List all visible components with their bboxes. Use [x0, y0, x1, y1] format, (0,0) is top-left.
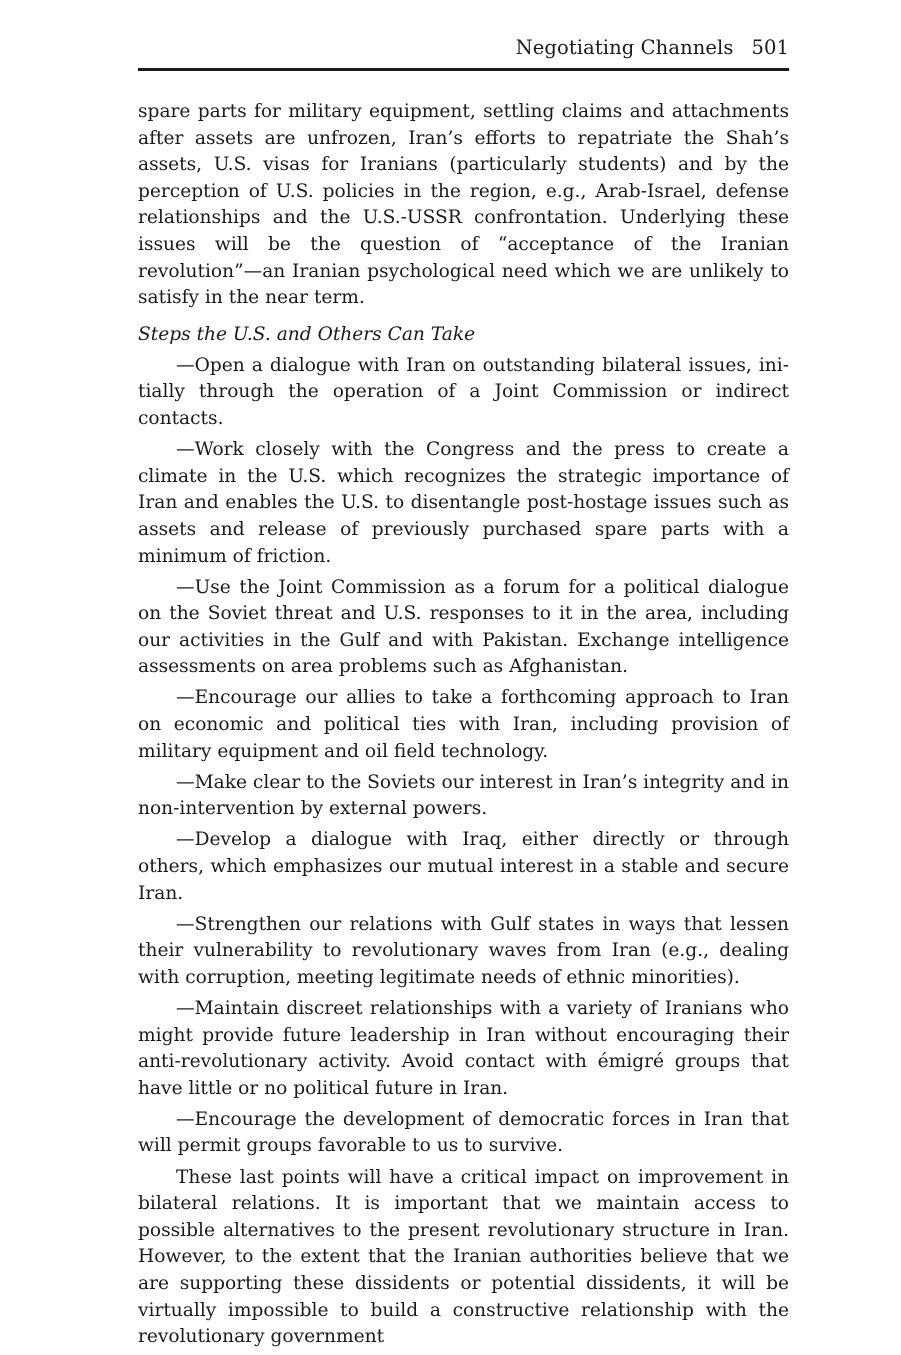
header-rule	[138, 68, 789, 71]
running-title: Negotiating Channels	[515, 36, 734, 59]
step-paragraph: —Use the Joint Commission as a forum for a political dialogue on the Soviet threat and U.S. responses to it in the area, including our activities in the Gulf and with Pakistan. Exchange intelligence assessments on area problems such as Afghanistan.	[138, 576, 789, 678]
running-header	[516, 36, 789, 59]
step-paragraph: —Make clear to the Soviets our interest in Iran’s integrity and in non-intervention by external powers.	[138, 771, 789, 820]
step-paragraph: —Strengthen our relations with Gulf states in ways that lessen their vulnerability to revolutionary waves from Iran (e.g., dealing with corruption, meeting legitimate needs of ethnic minorities).	[138, 913, 789, 988]
body-text	[138, 99, 789, 1355]
step-paragraph: —Develop a dialogue with Iraq, either directly or through others, which emphasizes our mutual interest in a stable and secure Iran.	[138, 829, 789, 904]
closing-paragraph: These last points will have a critical impact on improvement in bilateral relations. It is important that we maintain access to possible alternatives to the present revolutionary structure in Iran. However, to the extent that the Iranian authorities believe that we are supporting these dissidents or potential dissidents, it will be virtually impossible to build a constructive relationship with the revolutionary government	[138, 1166, 789, 1348]
intro-paragraph: spare parts for military equipment, settling claims and attachments after assets are unfrozen, Iran’s efforts to repatriate the Shah’s assets, U.S. visas for Iranians (particularly students) and by the perception of U.S. policies in the region, e.g., Arab-Israel, defense relationships and the U.S.-USSR confrontation. Underlying these issues will be the question of “acceptance of the Iranian revolution”—an Iranian psychological need which we are unlikely to satisfy in the near term.	[138, 101, 789, 309]
step-paragraph: —Maintain discreet relationships with a variety of Iranians who might provide future leadership in Iran without encouraging their anti-revolutionary activity. Avoid contact with émigré groups that have little or no political future in Iran.	[138, 998, 789, 1099]
page-number: 501	[751, 36, 789, 59]
step-paragraph: —Open a dialogue with Iran on outstanding bilateral issues, initially through the operation of a Joint Commission or indirect contacts.	[138, 354, 789, 430]
section-heading: Steps the U.S. and Others Can Take	[138, 323, 476, 345]
step-paragraph: —Work closely with the Congress and the press to create a climate in the U.S. which recognizes the strategic importance of Iran and enables the U.S. to disentangle post-hostage issues such as assets and release of previously purchased spare parts with a minimum of friction.	[138, 439, 789, 567]
step-paragraph: —Encourage the development of democratic forces in Iran that will permit groups favorable to us to survive.	[138, 1108, 789, 1157]
step-paragraph: —Encourage our allies to take a forthcoming approach to Iran on economic and political ties with Iran, including provision of military equipment and oil field technology.	[138, 687, 789, 762]
